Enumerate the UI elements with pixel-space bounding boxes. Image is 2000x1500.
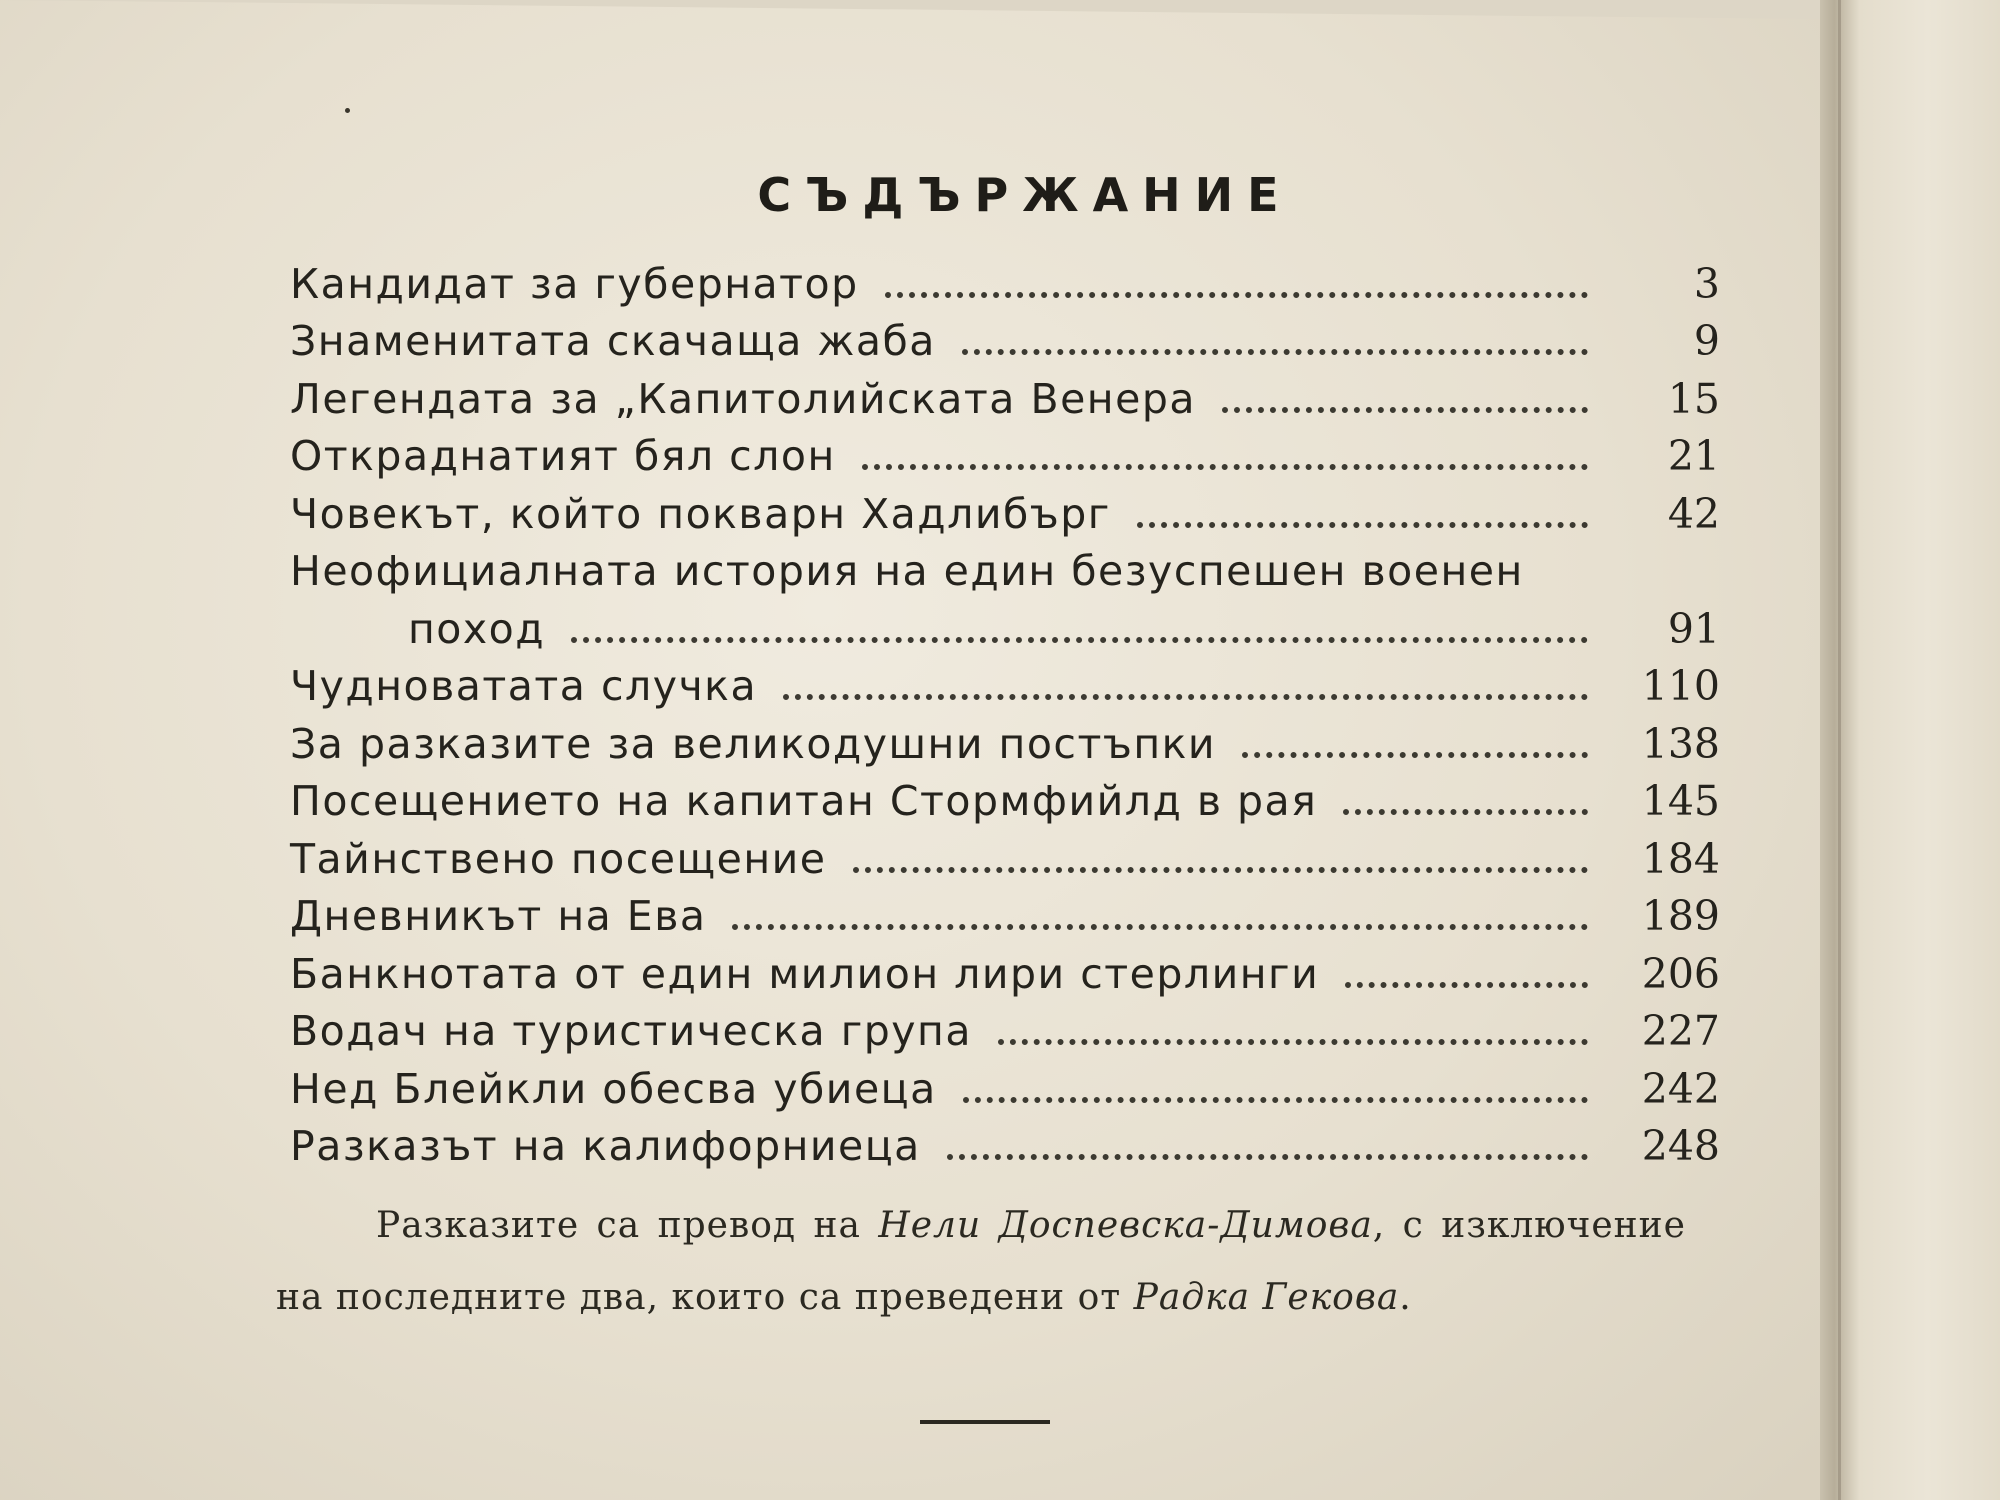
- page-edge: [1838, 0, 1841, 1500]
- note-text: .: [1399, 1277, 1412, 1318]
- toc-entry: [290, 1055, 1720, 1113]
- toc-entry-title: Чудноватата случка: [290, 662, 758, 710]
- toc-dot-leader: [853, 867, 1588, 873]
- toc-entry-title: Откраднатият бял слон: [290, 432, 836, 480]
- toc-entry: [290, 250, 1720, 308]
- toc-entry-page: 3: [1693, 259, 1720, 308]
- toc-entry: [290, 423, 1720, 481]
- toc-entry: [290, 308, 1720, 366]
- toc-entry-page: 189: [1641, 892, 1720, 940]
- translator-name: Радка Гекова: [1133, 1277, 1400, 1318]
- toc-entry-page: 9: [1693, 317, 1720, 365]
- toc-entry: [290, 883, 1720, 941]
- toc-dot-leader: [1137, 522, 1588, 528]
- toc-entry: [290, 480, 1720, 538]
- toc-entry-page: 248: [1641, 1122, 1720, 1170]
- toc-entry-title: Дневникът на Ева: [290, 892, 707, 940]
- toc-dot-leader: [1242, 752, 1588, 758]
- book-gutter: [1820, 0, 2000, 1500]
- toc-entry-page: 227: [1641, 1007, 1720, 1055]
- toc-entry-page: 184: [1641, 834, 1720, 883]
- closing-rule: [920, 1420, 1050, 1424]
- toc-entry: [290, 538, 1720, 653]
- toc-entry-title: Кандидат за губернатор: [290, 259, 859, 308]
- toc-dot-leader: [1343, 809, 1588, 815]
- toc-entry-line2: [290, 595, 1720, 653]
- table-of-contents: [290, 250, 1720, 1170]
- toc-entry-title: Банкнотата от един милион лири стерлинги: [290, 949, 1320, 998]
- toc-entry-title: Водач на туристическа група: [290, 1007, 972, 1055]
- page-speck: [345, 108, 350, 113]
- toc-entry-page: 145: [1641, 777, 1720, 825]
- toc-entry-page: 21: [1667, 432, 1720, 480]
- toc-entry: [290, 768, 1720, 826]
- toc-dot-leader: [862, 464, 1588, 470]
- note-text: Разказите са превод на: [376, 1205, 879, 1246]
- toc-dot-leader: [1222, 407, 1588, 413]
- toc-dot-leader: [571, 637, 1588, 643]
- toc-entry-title: Нед Блейкли обесва убиеца: [290, 1064, 937, 1113]
- translator-name: Нели Доспевска-Димова: [878, 1205, 1373, 1246]
- toc-entry-title: Тайнствено посещение: [290, 834, 827, 883]
- toc-dot-leader: [885, 292, 1588, 298]
- contents-section: [276, 150, 1730, 1450]
- toc-dot-leader: [1345, 982, 1588, 988]
- toc-entry-title-line2: поход: [408, 604, 546, 653]
- toc-entry: [290, 710, 1720, 768]
- toc-dot-leader: [947, 1154, 1588, 1160]
- toc-entry-title: За разказите за великодушни постъпки: [290, 719, 1217, 768]
- toc-entry: [290, 998, 1720, 1056]
- toc-entry-title: Човекът, който покварн Хадлибърг: [290, 489, 1111, 538]
- toc-entry-page: 206: [1641, 949, 1720, 998]
- toc-entry-title: Знаменитата скачаща жаба: [290, 317, 936, 365]
- toc-entry-page: 91: [1667, 604, 1720, 653]
- toc-dot-leader: [783, 694, 1588, 700]
- toc-entry-page: 42: [1667, 489, 1720, 538]
- toc-dot-leader: [962, 349, 1588, 355]
- toc-entry: [290, 365, 1720, 423]
- toc-entry: [290, 825, 1720, 883]
- toc-entry: [290, 940, 1720, 998]
- toc-entry-page: 138: [1641, 719, 1720, 768]
- translator-note: [276, 1190, 1686, 1334]
- toc-entry-page: 15: [1667, 374, 1720, 423]
- toc-dot-leader: [998, 1039, 1588, 1045]
- toc-entry-title-line1: Неофициалната история на един безуспешен военен: [290, 547, 1524, 595]
- toc-entry: [290, 653, 1720, 711]
- toc-entry-page: 110: [1641, 662, 1720, 710]
- toc-entry-title: Посещението на капитан Стормфийлд в рая: [290, 777, 1318, 825]
- toc-entry-page: 242: [1641, 1064, 1720, 1113]
- note-text: , с изключение на последните два, които са преведени от: [276, 1205, 1686, 1318]
- toc-entry: [290, 1113, 1720, 1171]
- toc-dot-leader: [732, 924, 1588, 930]
- toc-entry-title: Разказът на калифорниеца: [290, 1122, 921, 1170]
- toc-dot-leader: [963, 1097, 1588, 1103]
- page-title: СЪДЪРЖАНИЕ: [757, 168, 1293, 222]
- toc-entry-title: Легендата за „Капитолийската Венера: [290, 374, 1196, 423]
